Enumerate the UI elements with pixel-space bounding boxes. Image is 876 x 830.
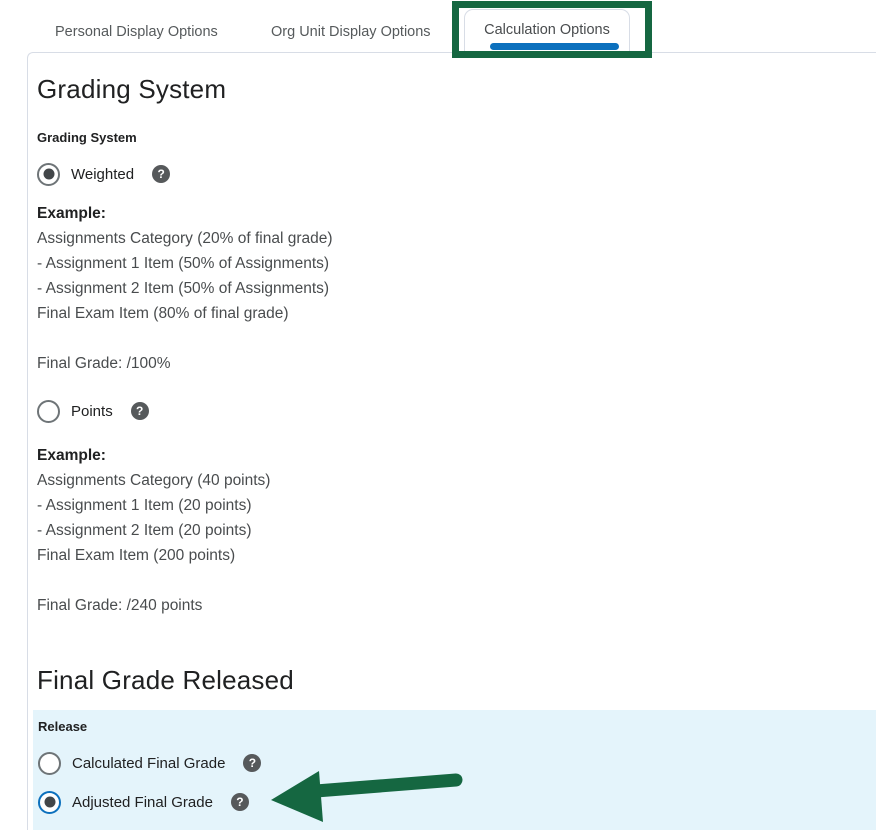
example-spacer <box>37 326 876 351</box>
weighted-example-line: Assignments Category (20% of final grade) <box>37 230 333 247</box>
points-example-line: Assignments Category (40 points) <box>37 472 271 489</box>
adjusted-final-grade-radio-row <box>38 790 876 814</box>
grading-system-group-label: Grading System <box>37 130 137 145</box>
tab-org-unit-display-options[interactable]: Org Unit Display Options <box>271 24 431 40</box>
calculated-final-grade-radio-row <box>38 751 876 775</box>
weighted-example-line: - Assignment 2 Item (50% of Assignments) <box>37 280 330 297</box>
release-group-label: Release <box>38 719 88 734</box>
points-radio-label[interactable]: Points <box>71 402 113 420</box>
weighted-example-line: Final Exam Item (80% of final grade) <box>37 305 289 322</box>
example-spacer <box>37 568 876 593</box>
release-section <box>33 710 876 830</box>
tab-bar <box>0 0 876 53</box>
calculated-final-grade-label[interactable]: Calculated Final Grade <box>72 754 226 772</box>
grading-system-heading: Grading System <box>37 74 227 104</box>
weighted-help-icon[interactable]: ? <box>152 165 170 183</box>
weighted-example <box>37 201 876 376</box>
points-example-line: - Assignment 2 Item (20 points) <box>37 522 252 539</box>
calculated-final-grade-radio[interactable] <box>38 752 61 775</box>
calculated-final-grade-help-icon[interactable]: ? <box>243 754 261 772</box>
weighted-radio-label[interactable]: Weighted <box>71 165 135 183</box>
adjusted-final-grade-radio[interactable] <box>38 791 61 814</box>
tab-divider-gap <box>270 104 275 107</box>
tab-calculation-options-label: Calculation Options <box>484 22 610 38</box>
tab-calculation-options[interactable] <box>464 9 630 54</box>
final-grade-released-heading: Final Grade Released <box>37 665 294 695</box>
active-tab-underline <box>490 43 619 50</box>
points-example <box>37 443 876 618</box>
weighted-final-grade-line: Final Grade: /100% <box>37 355 171 372</box>
points-help-icon[interactable]: ? <box>131 402 149 420</box>
points-final-grade-line: Final Grade: /240 points <box>37 597 203 614</box>
points-radio[interactable] <box>37 400 60 423</box>
points-example-line: - Assignment 1 Item (20 points) <box>37 497 252 514</box>
adjusted-final-grade-help-icon[interactable]: ? <box>231 793 249 811</box>
adjusted-final-grade-label[interactable]: Adjusted Final Grade <box>72 793 213 811</box>
weighted-radio-row <box>37 162 876 186</box>
points-radio-row <box>37 399 876 423</box>
weighted-radio[interactable] <box>37 163 60 186</box>
points-example-title: Example: <box>37 447 106 464</box>
tab-personal-display-options[interactable]: Personal Display Options <box>55 24 218 40</box>
weighted-example-line: - Assignment 1 Item (50% of Assignments) <box>37 255 330 272</box>
points-example-line: Final Exam Item (200 points) <box>37 547 236 564</box>
weighted-example-title: Example: <box>37 205 106 222</box>
